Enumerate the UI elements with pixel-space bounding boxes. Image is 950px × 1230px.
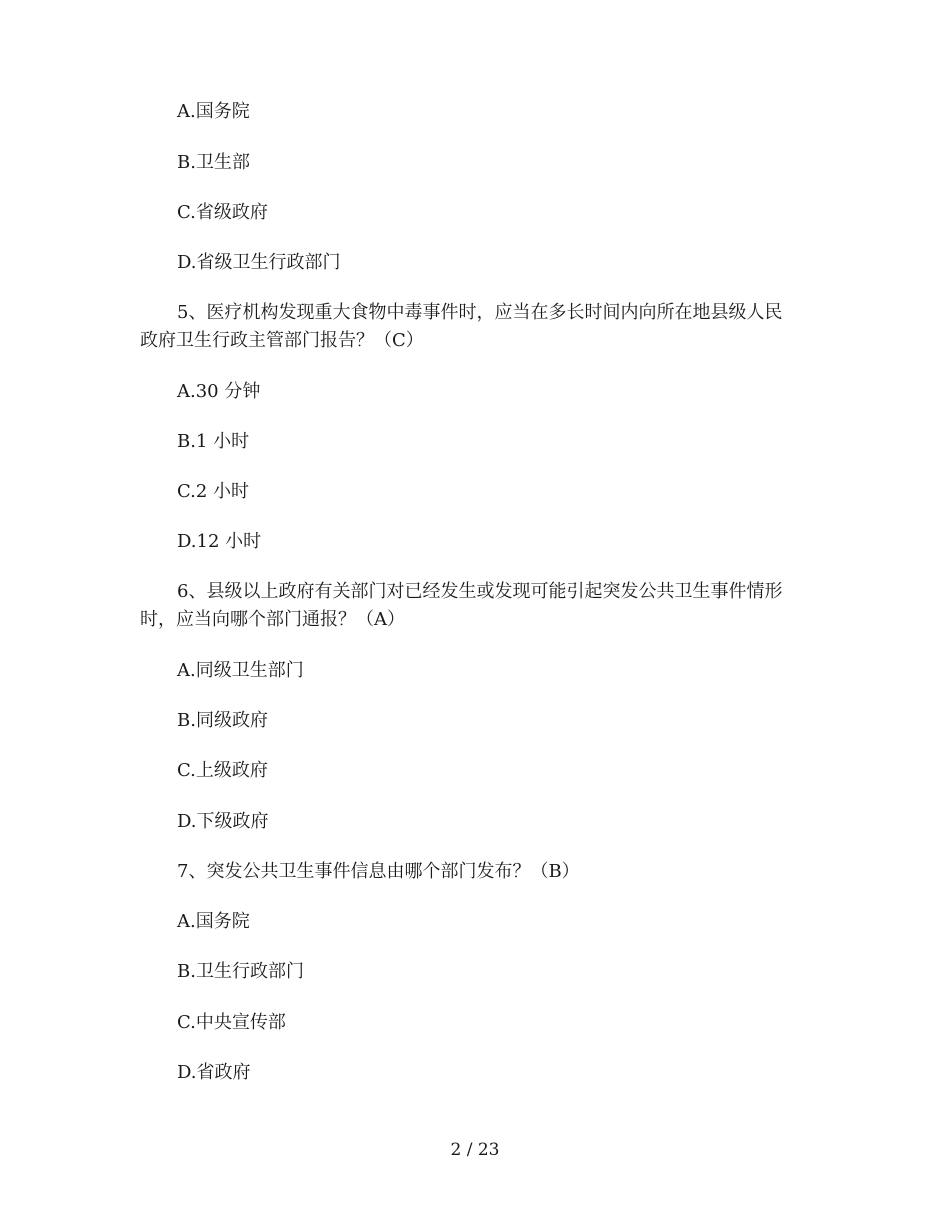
q5-text-line1: 5、医疗机构发现重大食物中毒事件时，应当在多长时间内向所在地县级人民 [177,302,783,323]
q5-option-a: A.30 分钟 [177,381,261,402]
q7-option-d: D.省政府 [177,1062,251,1083]
prev-option-b: B.卫生部 [177,152,250,173]
q6-option-c: C.上级政府 [177,760,268,781]
q6-option-d: D.下级政府 [177,811,269,832]
q7-text-line1: 7、突发公共卫生事件信息由哪个部门发布？（B） [177,861,580,882]
q7-option-c: C.中央宣传部 [177,1012,286,1033]
page-number: 2 / 23 [450,1140,500,1160]
prev-option-d: D.省级卫生行政部门 [177,252,341,273]
q5-option-b: B.1 小时 [177,431,250,452]
q7-option-b: B.卫生行政部门 [177,961,304,982]
q6-text-line1: 6、县级以上政府有关部门对已经发生或发现可能引起突发公共卫生事件情形 [177,581,783,602]
prev-option-a: A.国务院 [177,101,250,122]
prev-option-c: C.省级政府 [177,202,268,223]
q5-option-d: D.12 小时 [177,531,262,552]
q5-option-c: C.2 小时 [177,481,250,502]
q7-option-a: A.国务院 [177,911,250,932]
q6-option-a: A.同级卫生部门 [177,660,304,681]
q5-text-line2: 政府卫生行政主管部门报告？（C） [140,330,424,351]
q6-option-b: B.同级政府 [177,710,268,731]
q6-text-line2: 时，应当向哪个部门通报？（A） [140,609,405,630]
